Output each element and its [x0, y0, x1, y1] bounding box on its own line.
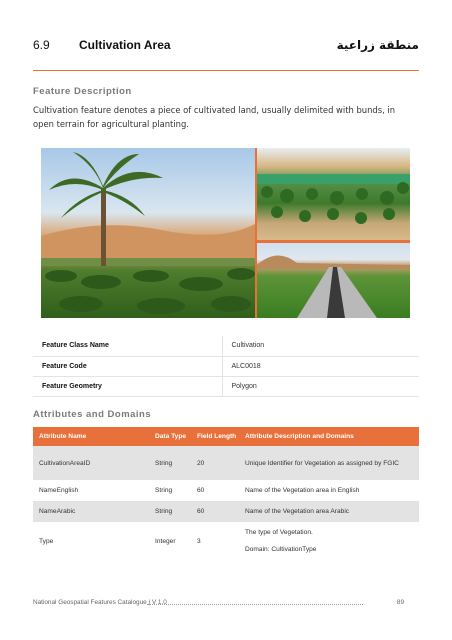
feature-class-name-value: Cultivation: [222, 336, 419, 356]
table-row: [33, 501, 419, 522]
attribute-length: 3: [193, 522, 241, 560]
attribute-description: Name of the Vegetation area Arabic: [241, 501, 419, 522]
feature-geometry-label: Feature Geometry: [33, 376, 222, 396]
attributes-table: [33, 427, 419, 560]
table-row: [33, 356, 419, 376]
attribute-length: 20: [193, 446, 241, 480]
header-divider: [33, 70, 419, 71]
attribute-name: Type: [33, 522, 151, 560]
table-row: [33, 446, 419, 480]
attribute-name: NameEnglish: [33, 480, 151, 501]
section-title: Cultivation Area: [79, 38, 171, 52]
table-header-row: [33, 427, 419, 446]
table-row: [33, 522, 419, 560]
attribute-type: String: [151, 446, 193, 480]
column-header-field-length: Field Length: [193, 427, 241, 446]
feature-geometry-value: Polygon: [222, 376, 419, 396]
attribute-length: 60: [193, 501, 241, 522]
photo-crop-field: [257, 243, 410, 318]
description-text: Cultivation feature denotes a piece of cultivated land, usually delimited with bunds, in open terrain for agricultural planting.: [33, 105, 396, 129]
feature-class-name-label: Feature Class Name: [33, 336, 222, 356]
attribute-length: 60: [193, 480, 241, 501]
attribute-type: String: [151, 501, 193, 522]
column-header-attribute-name: Attribute Name: [33, 427, 151, 446]
attribute-description: Name of the Vegetation area in English: [241, 480, 419, 501]
feature-code-label: Feature Code: [33, 356, 222, 376]
photo-palm-tree: [41, 148, 255, 318]
table-row: [33, 376, 419, 396]
photo-orchard: [257, 148, 410, 240]
attribute-description: The type of Vegetation.: [245, 529, 313, 536]
attribute-name: CultivationAreaID: [33, 446, 151, 480]
attributes-heading: Attributes and Domains: [33, 409, 152, 420]
photo-collage: [41, 148, 410, 318]
attribute-description: Unique Identifier for Vegetation as assigned by FGIC: [241, 446, 419, 480]
attribute-domain: Domain: CultivationType: [245, 546, 317, 553]
attribute-name: NameArabic: [33, 501, 151, 522]
table-row: [33, 336, 419, 356]
section-header: [33, 38, 419, 58]
page-number: 89: [396, 599, 404, 606]
attribute-type: String: [151, 480, 193, 501]
footer-dot-leader: [147, 600, 363, 605]
attribute-description-cell: [241, 522, 419, 560]
feature-code-value: ALC0018: [222, 356, 419, 376]
footer-text: National Geospatial Features Catalogue | V 1.0: [33, 599, 167, 606]
section-title-arabic: منطقة زراعية: [336, 38, 419, 52]
column-header-description: Attribute Description and Domains: [241, 427, 419, 446]
feature-class-table: [33, 336, 419, 397]
description-heading: Feature Description: [33, 86, 132, 97]
table-row: [33, 480, 419, 501]
section-number: 6.9: [33, 38, 50, 52]
attribute-type: Integer: [151, 522, 193, 560]
column-header-data-type: Data Type: [151, 427, 193, 446]
